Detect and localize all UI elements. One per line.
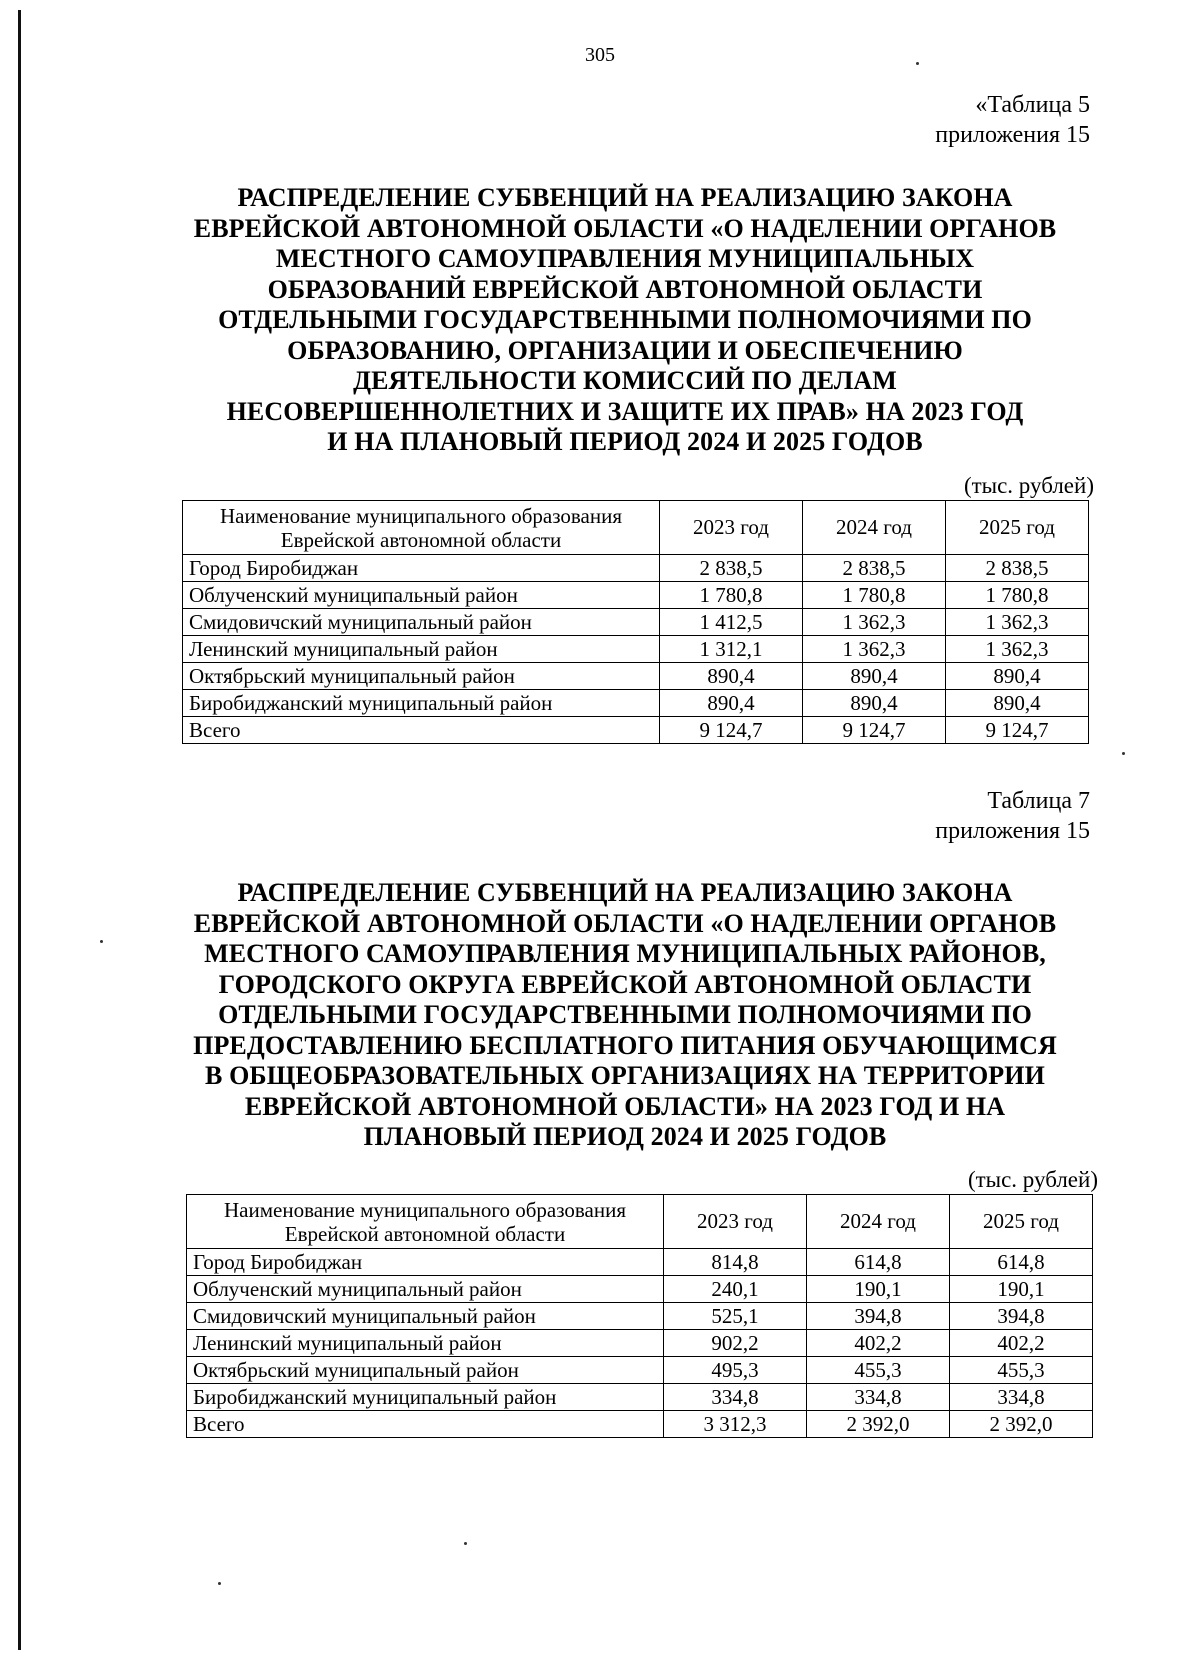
table-7-heading: [150, 878, 1100, 1153]
cell-2025: 334,8: [950, 1384, 1093, 1411]
cell-2024: 455,3: [807, 1357, 950, 1384]
heading-line: И НА ПЛАНОВЫЙ ПЕРИОД 2024 И 2025 ГОДОВ: [327, 427, 923, 456]
cell-2023: 1 312,1: [660, 636, 803, 663]
cell-2023: 525,1: [664, 1303, 807, 1330]
table-row: [183, 609, 1089, 636]
cell-2023: 2 838,5: [660, 555, 803, 582]
heading-line: РАСПРЕДЕЛЕНИЕ СУБВЕНЦИЙ НА РЕАЛИЗАЦИЮ ЗАКОНА: [237, 878, 1013, 907]
cell-2024: 1 362,3: [803, 636, 946, 663]
page-binding-line: [18, 10, 21, 1650]
table-header-row: [183, 501, 1089, 555]
cell-2024: 190,1: [807, 1276, 950, 1303]
header-municipality: Наименование муниципального образования Еврейской автономной области: [183, 501, 660, 555]
cell-2024: 2 392,0: [807, 1411, 950, 1438]
cell-2024: 394,8: [807, 1303, 950, 1330]
scan-speck: [1122, 752, 1125, 755]
table-row: [183, 663, 1089, 690]
table-row: [187, 1330, 1093, 1357]
cell-2024: 402,2: [807, 1330, 950, 1357]
heading-line: ГОРОДСКОГО ОКРУГА ЕВРЕЙСКОЙ АВТОНОМНОЙ ОБЛАСТИ: [218, 969, 1032, 999]
cell-name: Биробиджанский муниципальный район: [183, 690, 660, 717]
cell-2023: 9 124,7: [660, 717, 803, 744]
cell-2025: 1 362,3: [946, 609, 1089, 636]
cell-2024: 1 362,3: [803, 609, 946, 636]
heading-line: ОТДЕЛЬНЫМИ ГОСУДАРСТВЕННЫМИ ПОЛНОМОЧИЯМИ ПО: [218, 1000, 1032, 1029]
header-2024: 2024 год: [803, 501, 946, 555]
cell-2023: 902,2: [664, 1330, 807, 1357]
cell-2025: 9 124,7: [946, 717, 1089, 744]
table-row: [187, 1357, 1093, 1384]
header-municipality: Наименование муниципального образования Еврейской автономной области: [187, 1195, 664, 1249]
cell-2024: 614,8: [807, 1249, 950, 1276]
cell-2025: 1 780,8: [946, 582, 1089, 609]
cell-name: Октябрьский муниципальный район: [183, 663, 660, 690]
heading-line: МЕСТНОГО САМОУПРАВЛЕНИЯ МУНИЦИПАЛЬНЫХ РАЙОНОВ,: [204, 939, 1046, 968]
heading-line: ЕВРЕЙСКОЙ АВТОНОМНОЙ ОБЛАСТИ «О НАДЕЛЕНИИ ОРГАНОВ: [193, 213, 1057, 243]
cell-2023: 495,3: [664, 1357, 807, 1384]
table-5-reference: [935, 90, 1090, 150]
scan-speck: [218, 1582, 221, 1585]
appendix-reference-line: приложения 15: [935, 818, 1090, 844]
cell-2025: 890,4: [946, 663, 1089, 690]
cell-name: Ленинский муниципальный район: [183, 636, 660, 663]
cell-2023: 1 780,8: [660, 582, 803, 609]
table-row: [183, 555, 1089, 582]
cell-2023: 890,4: [660, 690, 803, 717]
cell-2024: 1 780,8: [803, 582, 946, 609]
cell-2025: 2 838,5: [946, 555, 1089, 582]
heading-line: ОБРАЗОВАНИЮ, ОРГАНИЗАЦИИ И ОБЕСПЕЧЕНИЮ: [287, 335, 963, 365]
table-total-row: [183, 717, 1089, 744]
heading-line: ОТДЕЛЬНЫМИ ГОСУДАРСТВЕННЫМИ ПОЛНОМОЧИЯМИ ПО: [218, 305, 1032, 334]
cell-2024: 2 838,5: [803, 555, 946, 582]
cell-2023: 814,8: [664, 1249, 807, 1276]
heading-line: НЕСОВЕРШЕННОЛЕТНИХ И ЗАЩИТЕ ИХ ПРАВ» НА 2023 ГОД: [226, 396, 1024, 426]
cell-name: Биробиджанский муниципальный район: [187, 1384, 664, 1411]
cell-2025: 1 362,3: [946, 636, 1089, 663]
cell-name: Город Биробиджан: [183, 555, 660, 582]
cell-name: Смидовичский муниципальный район: [183, 609, 660, 636]
cell-2025: 614,8: [950, 1249, 1093, 1276]
heading-line: ПРЕДОСТАВЛЕНИЮ БЕСПЛАТНОГО ПИТАНИЯ ОБУЧАЮЩИМСЯ: [193, 1030, 1057, 1060]
heading-line: РАСПРЕДЕЛЕНИЕ СУБВЕНЦИЙ НА РЕАЛИЗАЦИЮ ЗАКОНА: [237, 183, 1013, 212]
cell-name: Октябрьский муниципальный район: [187, 1357, 664, 1384]
cell-2025: 190,1: [950, 1276, 1093, 1303]
table-header-row: [187, 1195, 1093, 1249]
cell-2025: 2 392,0: [950, 1411, 1093, 1438]
cell-name: Смидовичский муниципальный район: [187, 1303, 664, 1330]
cell-name: Ленинский муниципальный район: [187, 1330, 664, 1357]
appendix-reference-line: приложения 15: [935, 122, 1090, 148]
heading-line: В ОБЩЕОБРАЗОВАТЕЛЬНЫХ ОРГАНИЗАЦИЯХ НА ТЕРРИТОРИИ: [205, 1061, 1045, 1090]
heading-line: ЕВРЕЙСКОЙ АВТОНОМНОЙ ОБЛАСТИ «О НАДЕЛЕНИИ ОРГАНОВ: [193, 908, 1057, 938]
cell-name: Облученский муниципальный район: [187, 1276, 664, 1303]
header-2023: 2023 год: [660, 501, 803, 555]
table-total-row: [187, 1411, 1093, 1438]
heading-line: ПЛАНОВЫЙ ПЕРИОД 2024 И 2025 ГОДОВ: [363, 1122, 887, 1151]
heading-line: ОБРАЗОВАНИЙ ЕВРЕЙСКОЙ АВТОНОМНОЙ ОБЛАСТИ: [267, 274, 983, 304]
header-2024: 2024 год: [807, 1195, 950, 1249]
cell-2025: 394,8: [950, 1303, 1093, 1330]
cell-2023: 240,1: [664, 1276, 807, 1303]
header-2025: 2025 год: [950, 1195, 1093, 1249]
cell-2023: 890,4: [660, 663, 803, 690]
table-7-unit-label: (тыс. рублей): [967, 1167, 1098, 1192]
cell-name: Облученский муниципальный район: [183, 582, 660, 609]
table-row: [187, 1384, 1093, 1411]
table-5-unit-label: (тыс. рублей): [963, 473, 1094, 498]
cell-2023: 334,8: [664, 1384, 807, 1411]
scan-speck: [464, 1542, 467, 1545]
heading-line: ДЕЯТЕЛЬНОСТИ КОМИССИЙ ПО ДЕЛАМ: [353, 366, 897, 395]
cell-2025: 890,4: [946, 690, 1089, 717]
header-2023: 2023 год: [664, 1195, 807, 1249]
heading-line: ЕВРЕЙСКОЙ АВТОНОМНОЙ ОБЛАСТИ» НА 2023 ГОД И НА: [244, 1091, 1006, 1121]
table-row: [183, 690, 1089, 717]
cell-2024: 334,8: [807, 1384, 950, 1411]
table-row: [187, 1303, 1093, 1330]
cell-2023: 1 412,5: [660, 609, 803, 636]
cell-name: Всего: [187, 1411, 664, 1438]
cell-name: Всего: [183, 717, 660, 744]
cell-2024: 890,4: [803, 663, 946, 690]
table-7-data-table: [186, 1194, 1093, 1438]
cell-2024: 890,4: [803, 690, 946, 717]
table-row: [183, 636, 1089, 663]
cell-name: Город Биробиджан: [187, 1249, 664, 1276]
table-5-heading: [150, 183, 1100, 458]
table-row: [183, 582, 1089, 609]
cell-2024: 9 124,7: [803, 717, 946, 744]
scan-speck: [916, 62, 919, 65]
table-reference-line: Таблица 7: [987, 788, 1090, 814]
table-reference-line: «Таблица 5: [975, 92, 1090, 118]
header-2025: 2025 год: [946, 501, 1089, 555]
table-7-reference: [935, 786, 1090, 846]
cell-2023: 3 312,3: [664, 1411, 807, 1438]
cell-2025: 402,2: [950, 1330, 1093, 1357]
table-row: [187, 1276, 1093, 1303]
heading-line: МЕСТНОГО САМОУПРАВЛЕНИЯ МУНИЦИПАЛЬНЫХ: [275, 244, 975, 273]
table-row: [187, 1249, 1093, 1276]
scan-speck: [100, 940, 103, 943]
cell-2025: 455,3: [950, 1357, 1093, 1384]
page-number: 305: [585, 44, 615, 66]
table-5-data-table: [182, 500, 1089, 744]
